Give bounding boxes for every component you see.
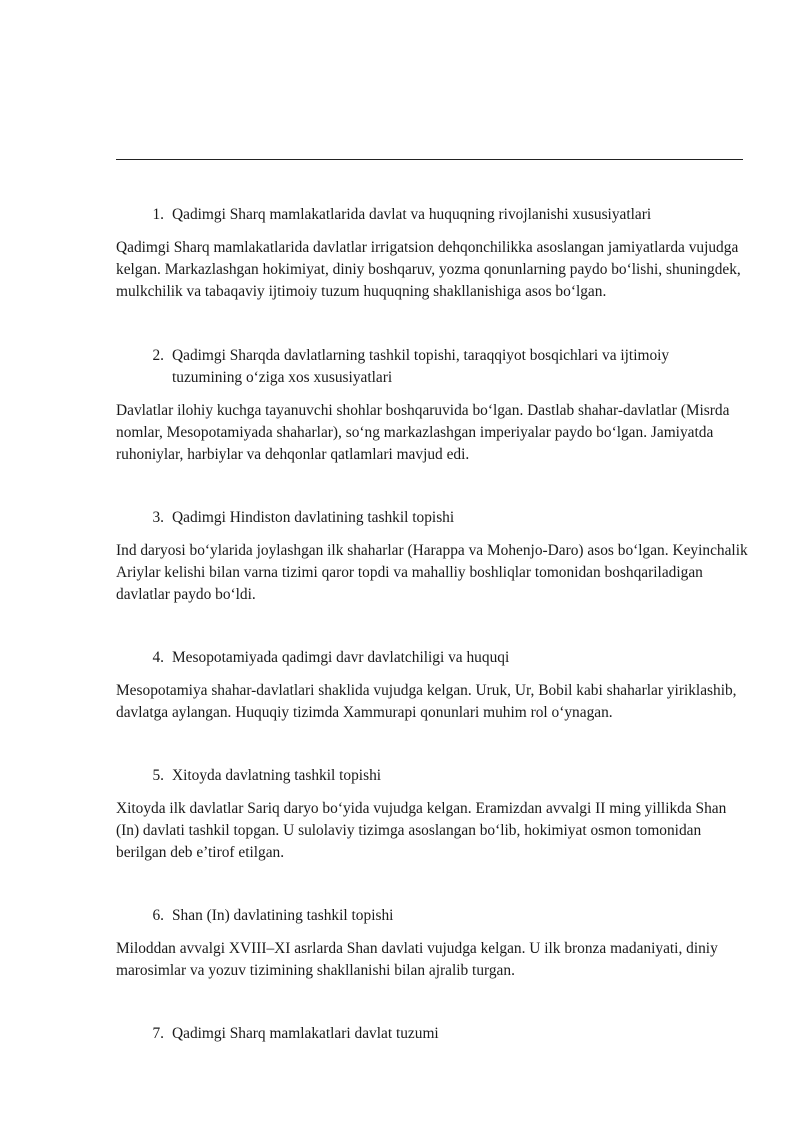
heading-text: Xitoyda davlatning tashkil topishi bbox=[172, 767, 382, 784]
section-paragraph: Davlatlar ilohiy kuchga tayanuvchi shohlar boshqaruvida bo‘lgan. Dastlab shahar-davlatlar (Misrda nomlar, Mesopotamiyada shaharlar), so‘ng markazlashgan imperiyalar paydo bo‘lgan. Jamiyatda ruhoniylar, harbiylar va dehqonlar qatlamlari mavjud edi. bbox=[116, 402, 730, 463]
section-3 bbox=[116, 507, 756, 606]
section-paragraph: Miloddan avvalgi XVIII–XI asrlarda Shan davlati vujudga kelgan. U ilk bronza madaniyati, diniy marosimlar va yozuv tizimining shakllanishi bilan ajralib turgan. bbox=[116, 940, 718, 979]
heading-text: Shan (In) davlatining tashkil topishi bbox=[172, 907, 394, 924]
list-number: 1. bbox=[152, 206, 164, 223]
section-7 bbox=[116, 1023, 756, 1045]
section-2 bbox=[116, 345, 756, 466]
section-4 bbox=[116, 647, 756, 724]
section-6 bbox=[116, 905, 756, 982]
list-number: 3. bbox=[152, 509, 164, 526]
list-number: 2. bbox=[152, 347, 164, 364]
list-number: 4. bbox=[152, 649, 164, 666]
list-number: 5. bbox=[152, 767, 164, 784]
section-heading bbox=[116, 765, 756, 787]
section-5 bbox=[116, 765, 756, 864]
section-paragraph: Qadimgi Sharq mamlakatlarida davlatlar irrigatsion dehqonchilikka asoslangan jamiyatlarda vujudga kelgan. Markazlashgan hokimiyat, diniy boshqaruv, yozma qonunlarning paydo bo‘lishi, shuningdek, mulkchilik va tabaqaviy ijtimoiy tuzum huquqning shakllanishiga asos bo‘lgan. bbox=[116, 239, 741, 300]
header-rule bbox=[116, 159, 743, 160]
section-1 bbox=[116, 204, 756, 303]
heading-text: Qadimgi Sharqda davlatlarning tashkil topishi, taraqqiyot bosqichlari va ijtimoiy tuzumining o‘ziga xos xususiyatlari bbox=[172, 347, 670, 386]
section-heading bbox=[116, 647, 756, 669]
section-heading bbox=[116, 1023, 756, 1045]
document-body bbox=[116, 204, 756, 1056]
list-number: 6. bbox=[152, 907, 164, 924]
section-paragraph: Mesopotamiya shahar-davlatlari shaklida vujudga kelgan. Uruk, Ur, Bobil kabi shaharlar yiriklashib, davlatga aylangan. Huquqiy tizimda Xammurapi qonunlari muhim rol o‘ynagan. bbox=[116, 682, 737, 721]
heading-text: Mesopotamiyada qadimgi davr davlatchiligi va huquqi bbox=[172, 649, 510, 666]
section-heading bbox=[116, 507, 756, 529]
list-number: 7. bbox=[152, 1025, 164, 1042]
section-heading bbox=[116, 345, 756, 389]
heading-text: Qadimgi Sharq mamlakatlarida davlat va huquqning rivojlanishi xususiyatlari bbox=[172, 206, 652, 223]
heading-text: Qadimgi Hindiston davlatining tashkil topishi bbox=[172, 509, 455, 526]
section-paragraph: Xitoyda ilk davlatlar Sariq daryo bo‘yida vujudga kelgan. Eramizdan avvalgi II ming yillikda Shan (In) davlati tashkil topgan. U sulolaviy tizimga asoslangan bo‘lib, hokimiyat osmon tomonidan berilgan deb e’tirof etilgan. bbox=[116, 800, 727, 861]
section-paragraph: Ind daryosi bo‘ylarida joylashgan ilk shaharlar (Harappa va Mohenjo-Daro) asos bo‘lgan. Keyinchalik Ariylar kelishi bilan varna tizimi qaror topdi va mahalliy boshliqlar tomonidan boshqariladigan davlatlar paydo bo‘ldi. bbox=[116, 542, 748, 603]
heading-text: Qadimgi Sharq mamlakatlari davlat tuzumi bbox=[172, 1025, 439, 1042]
section-heading bbox=[116, 204, 756, 226]
section-heading bbox=[116, 905, 756, 927]
